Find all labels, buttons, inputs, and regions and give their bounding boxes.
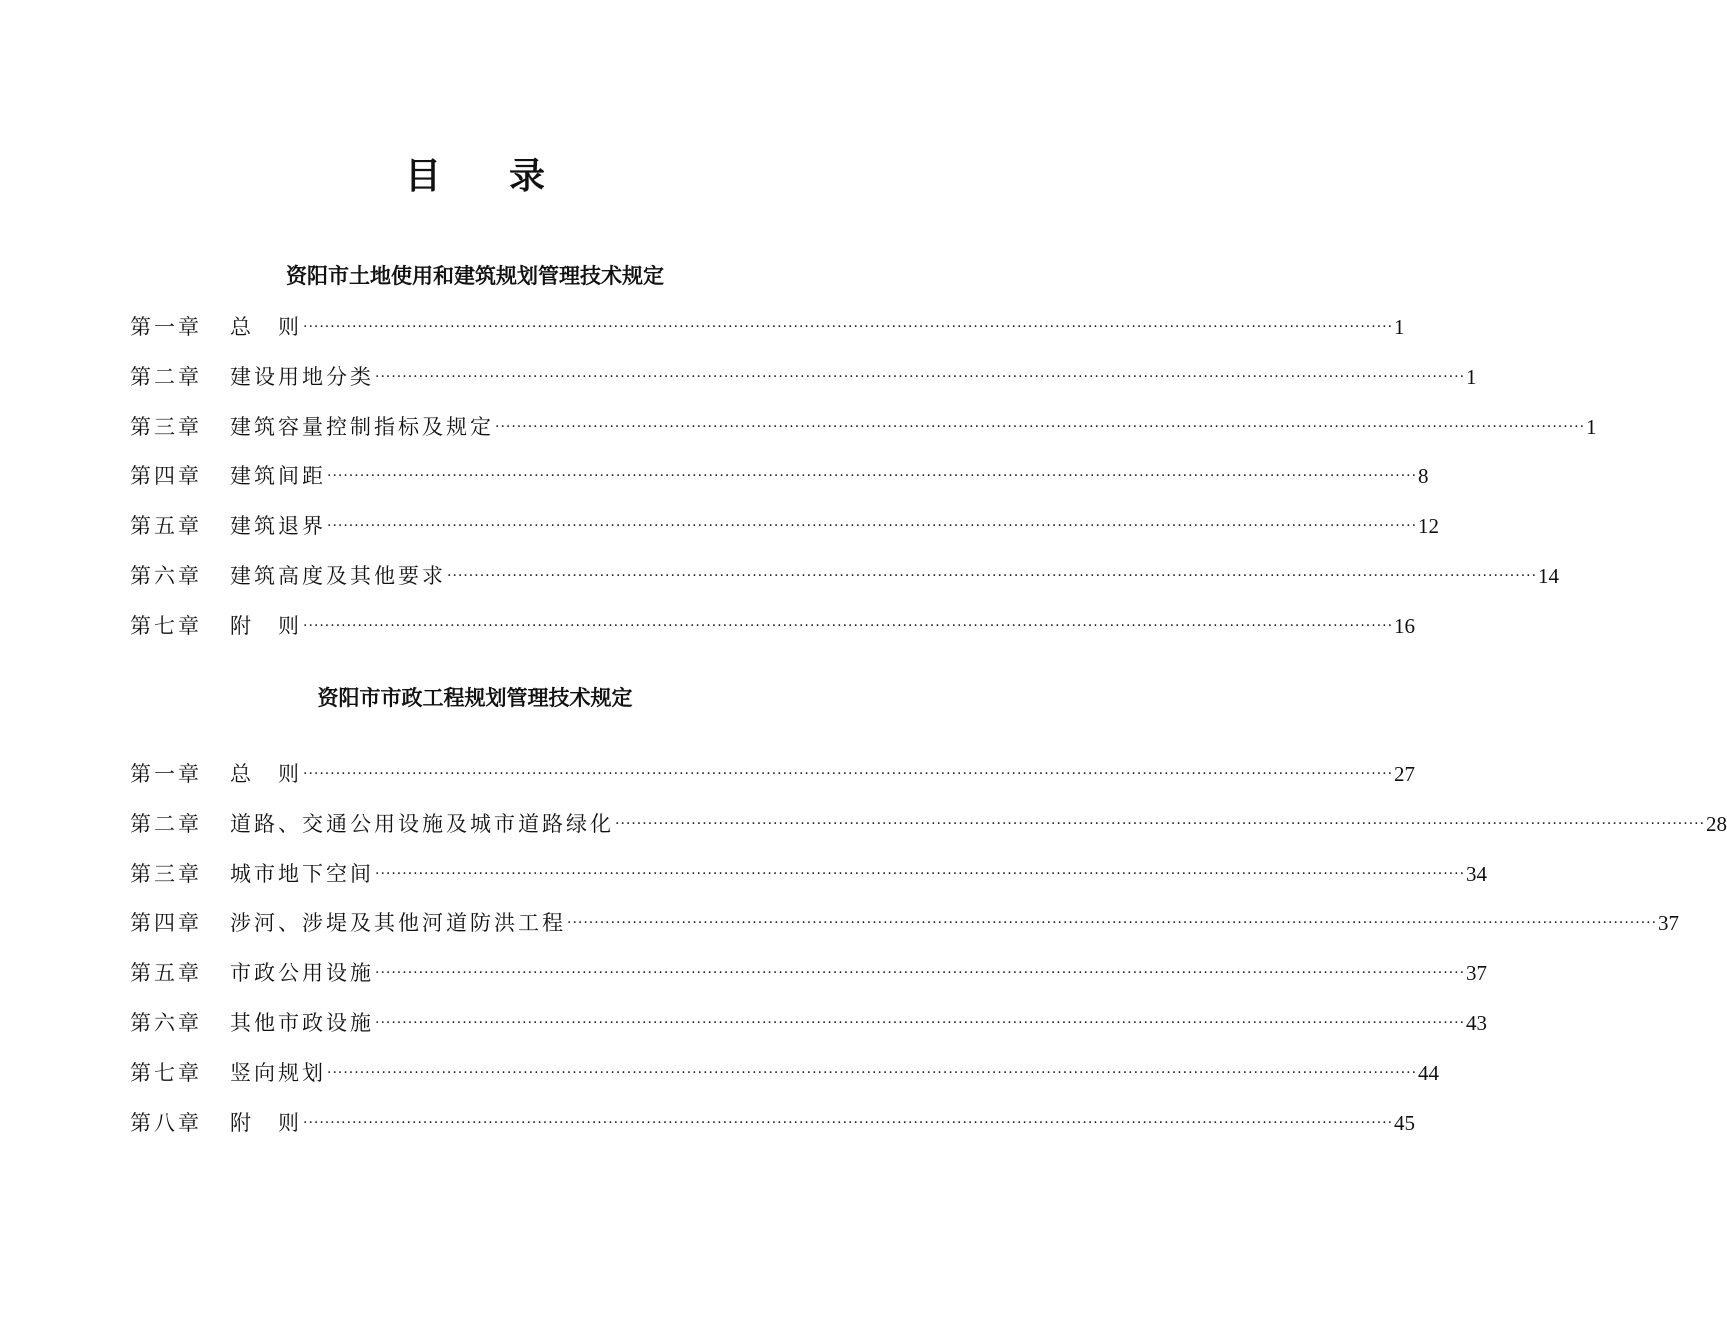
page-number: 37: [1466, 961, 1488, 986]
toc-entry[interactable]: [130, 412, 1597, 462]
chapter-number: 第七章: [130, 1060, 202, 1085]
page-number: 44: [1418, 1060, 1440, 1085]
chapter-title: 建筑退界: [230, 514, 326, 539]
chapter-title: 道路、交通公用设施及城市道路绿化: [230, 811, 614, 836]
dot-leader: ········································································································································································································: [303, 766, 1394, 782]
dot-leader: ········································································································································································································: [327, 468, 1418, 485]
page-number: 27: [1394, 762, 1416, 786]
toc-entry[interactable]: [130, 511, 1440, 561]
page-number: 45: [1394, 1110, 1416, 1135]
dot-leader: ········································································································································································································: [375, 965, 1466, 982]
page-number: 28: [1706, 811, 1727, 836]
toc-entry[interactable]: [130, 908, 1680, 958]
page-number: 8: [1418, 464, 1429, 489]
chapter-number: 第六章: [130, 563, 202, 588]
chapter-number: 第八章: [130, 1110, 202, 1135]
chapter-title: 其他市政设施: [230, 1010, 374, 1035]
chapter-title: 涉河、涉堤及其他河道防洪工程: [230, 911, 566, 936]
dot-leader: ········································································································································································································: [567, 915, 1658, 932]
dot-leader: ········································································································································································································: [303, 1114, 1394, 1131]
chapter-number: 第一章: [130, 762, 202, 786]
chapter-title: 总 则: [230, 762, 302, 786]
chapter-number: 第一章: [130, 315, 202, 339]
toc-list-land-use: [130, 312, 1597, 661]
chapter-title: 建筑高度及其他要求: [230, 563, 446, 588]
dot-leader: ········································································································································································································: [303, 319, 1394, 335]
dot-leader: ········································································································································································································: [375, 1014, 1466, 1031]
page-number: 43: [1466, 1010, 1488, 1035]
toc-entry[interactable]: [130, 859, 1488, 909]
chapter-number: 第五章: [130, 961, 202, 986]
chapter-title: 城市地下空间: [230, 861, 374, 886]
chapter-title: 附 则: [230, 613, 302, 638]
chapter-title: 建筑容量控制指标及规定: [230, 414, 494, 439]
page-number: 12: [1418, 514, 1440, 539]
page-number: 1: [1466, 364, 1477, 389]
toc-entry[interactable]: [130, 958, 1488, 1008]
chapter-number: 第四章: [130, 464, 202, 489]
chapter-number: 第五章: [130, 514, 202, 539]
chapter-number: 第二章: [130, 811, 202, 836]
chapter-title: 总 则: [230, 315, 302, 339]
toc-list-municipal: [130, 759, 1727, 1157]
title-char-1: 目: [404, 156, 441, 197]
toc-entry[interactable]: [130, 461, 1429, 511]
title-char-2: 录: [509, 156, 546, 197]
toc-entry[interactable]: [130, 611, 1416, 661]
dot-leader: ········································································································································································································: [375, 865, 1466, 882]
dot-leader: ········································································································································································································: [375, 368, 1466, 385]
chapter-title: 建设用地分类: [230, 364, 374, 389]
chapter-number: 第二章: [130, 364, 202, 389]
chapter-number: 第六章: [130, 1010, 202, 1035]
toc-entry[interactable]: [130, 312, 1405, 362]
page-number: 37: [1658, 911, 1680, 936]
chapter-title: 市政公用设施: [230, 961, 374, 986]
toc-entry[interactable]: [130, 1058, 1440, 1108]
toc-entry[interactable]: [130, 1008, 1488, 1058]
toc-entry[interactable]: [130, 1108, 1416, 1158]
dot-leader: ········································································································································································································: [495, 418, 1586, 435]
dot-leader: ········································································································································································································: [303, 617, 1394, 634]
dot-leader: ········································································································································································································: [327, 1064, 1418, 1081]
toc-entry[interactable]: [130, 759, 1416, 809]
dot-leader: ········································································································································································································: [447, 567, 1538, 584]
toc-entry[interactable]: [130, 809, 1727, 859]
chapter-number: 第三章: [130, 861, 202, 886]
section-heading-municipal: 资阳市市政工程规划管理技术规定: [317, 686, 633, 710]
dot-leader: ········································································································································································································: [327, 518, 1418, 535]
page-number: 34: [1466, 861, 1488, 886]
chapter-title: 竖向规划: [230, 1060, 326, 1085]
toc-entry[interactable]: [130, 561, 1560, 611]
chapter-title: 建筑间距: [230, 464, 326, 489]
page-number: 14: [1538, 563, 1560, 588]
chapter-number: 第七章: [130, 613, 202, 638]
section-heading-land-use: 资阳市土地使用和建筑规划管理技术规定: [286, 264, 664, 288]
page-number: 16: [1394, 613, 1416, 638]
chapter-title: 附 则: [230, 1110, 302, 1135]
page-title: [0, 150, 950, 204]
chapter-number: 第三章: [130, 414, 202, 439]
chapter-number: 第四章: [130, 911, 202, 936]
toc-entry[interactable]: [130, 362, 1477, 412]
dot-leader: ········································································································································································································: [615, 815, 1706, 832]
page-number: 1: [1394, 315, 1405, 339]
page-number: 1: [1586, 414, 1597, 439]
